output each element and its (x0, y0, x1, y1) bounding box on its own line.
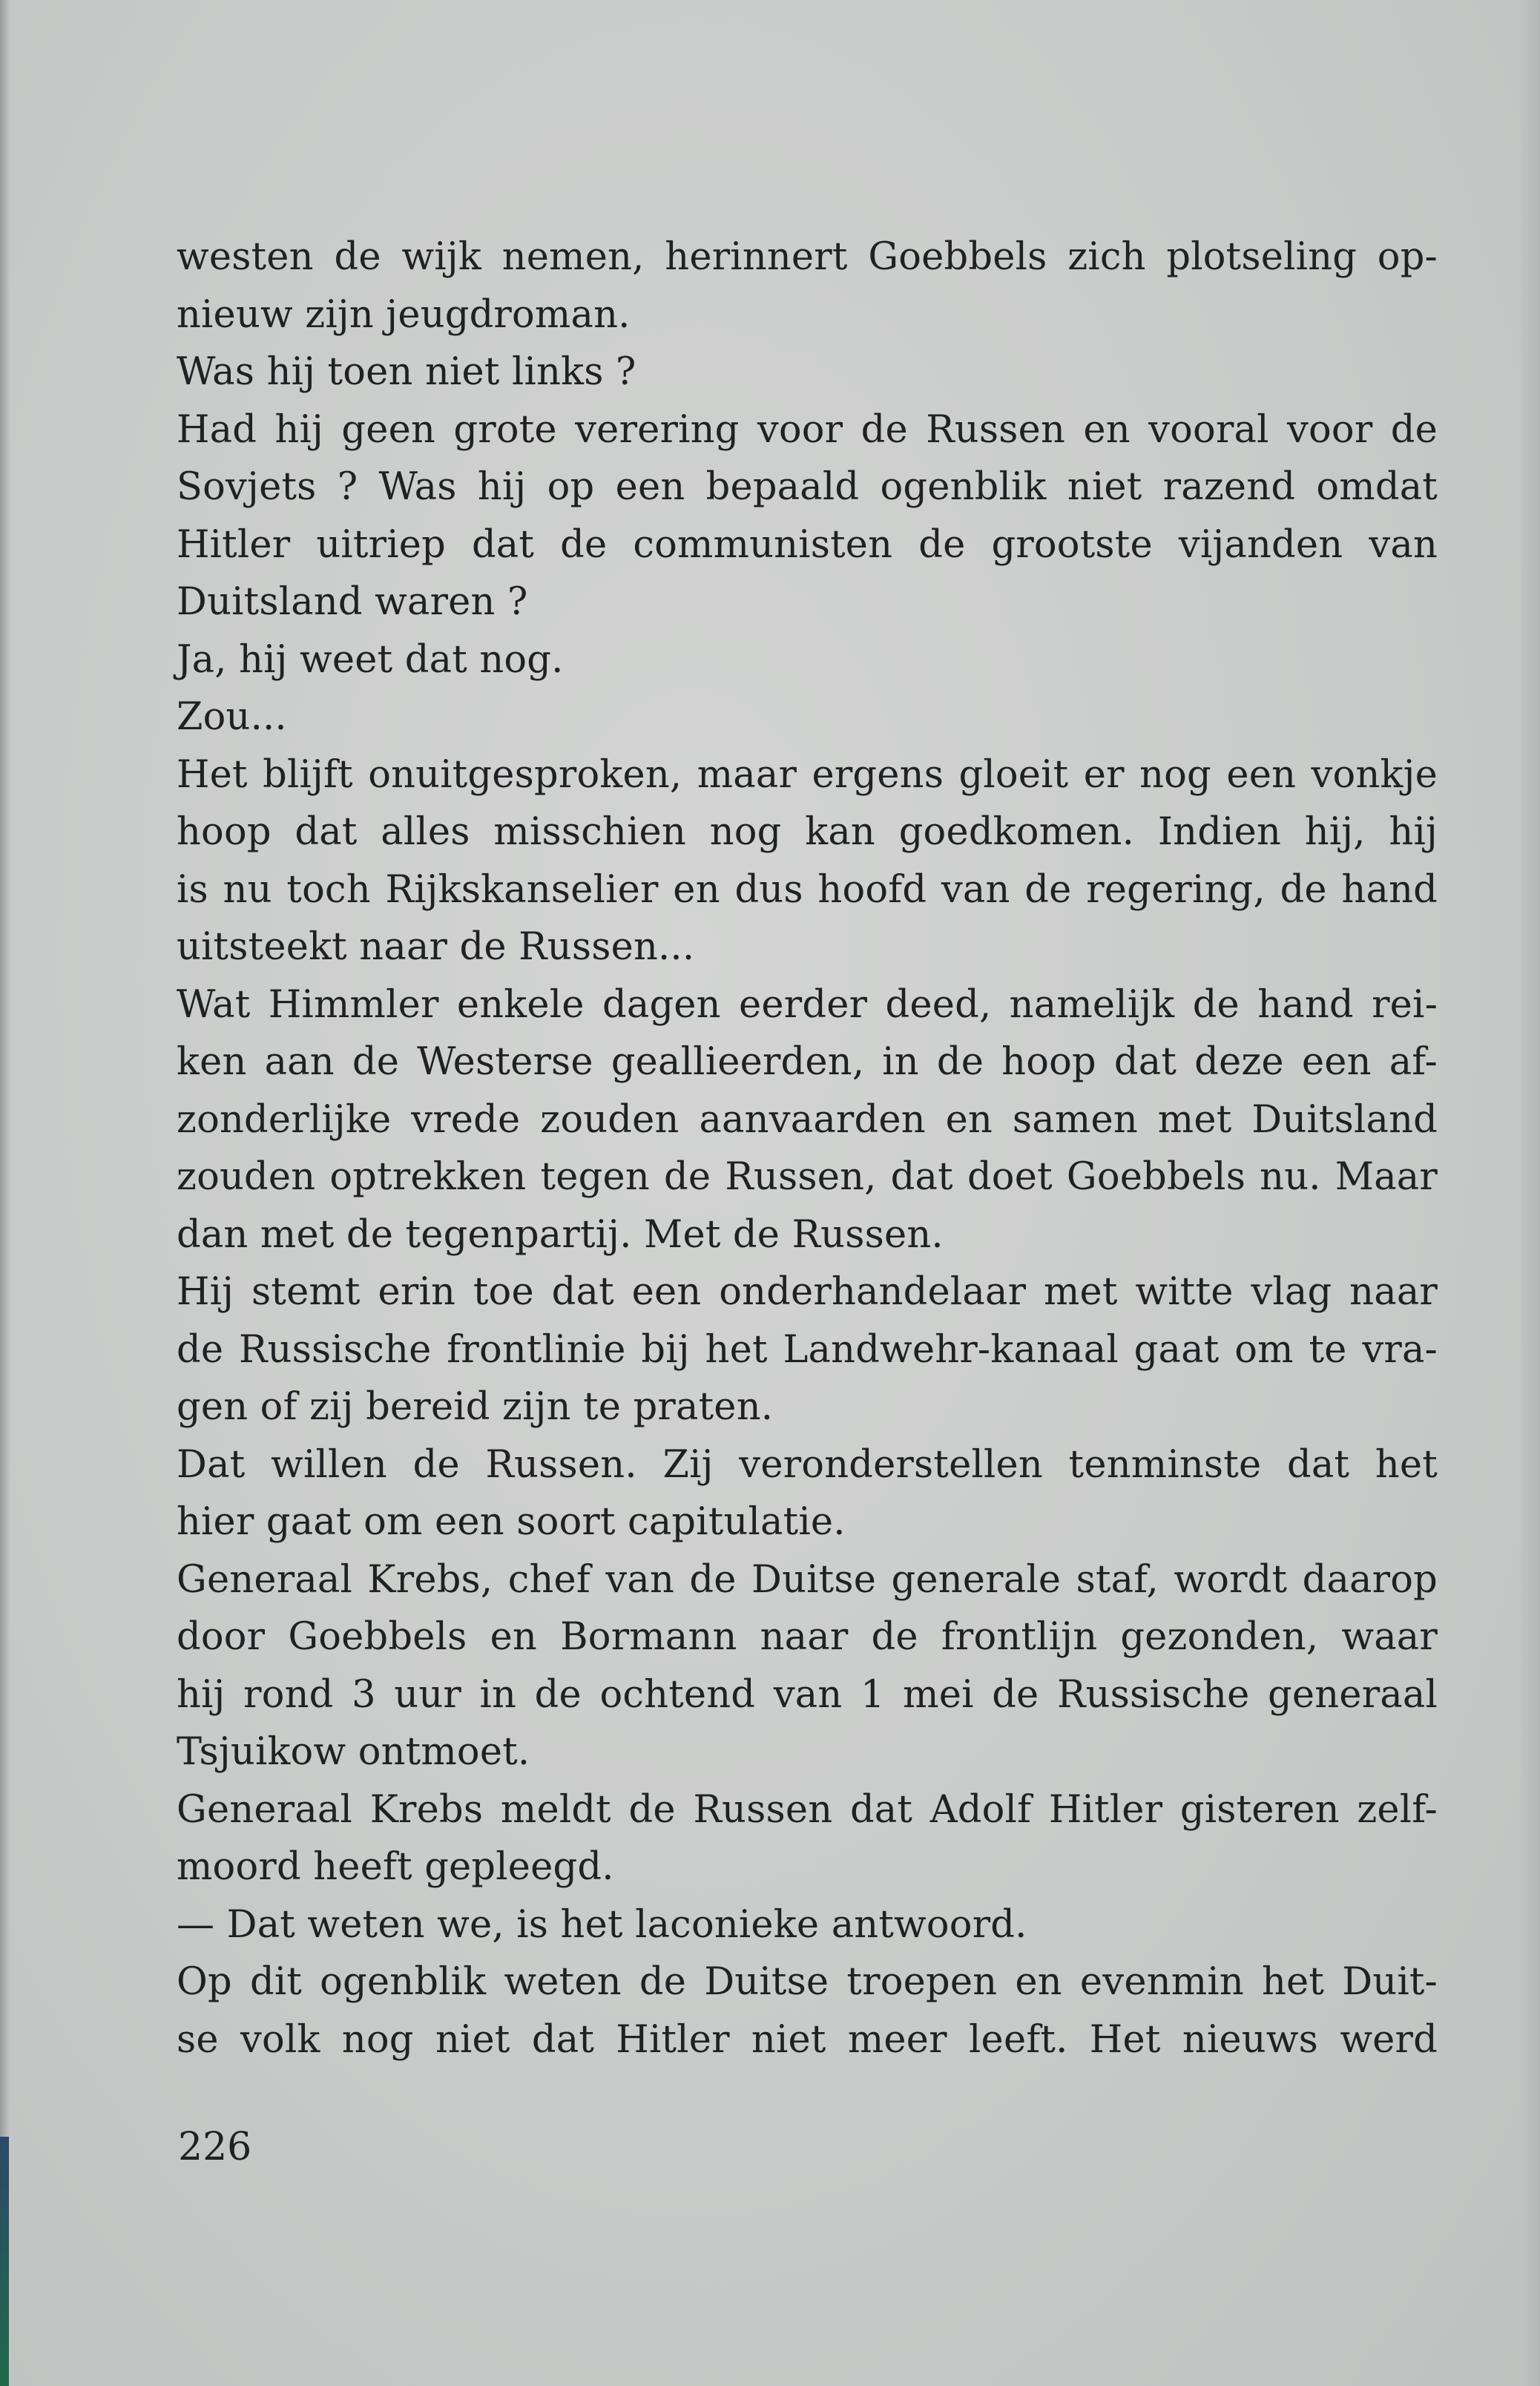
text-line: westen de wijk nemen, herinnert Goebbels zich plotseling op- (177, 235, 1438, 279)
text-line: nieuw zijn jeugdroman. (177, 292, 631, 337)
text-line: — Dat weten we, is het laconieke antwoord. (177, 1902, 1027, 1947)
text-line: Hij stemt erin toe dat een onderhandelaar met witte vlag naar (177, 1270, 1438, 1314)
text-line: Duitsland waren ? (177, 580, 528, 624)
text-line: hoop dat alles misschien nog kan goedkomen. Indien hij, hij (177, 810, 1438, 854)
text-line: gen of zij bereid zijn te praten. (177, 1385, 774, 1429)
text-line: Sovjets ? Was hij op een bepaald ogenblik niet razend omdat (177, 465, 1438, 509)
text-line: Generaal Krebs, chef van de Duitse generale staf, wordt daarop (177, 1557, 1438, 1602)
text-line: Generaal Krebs meldt de Russen dat Adolf Hitler gisteren zelf- (177, 1787, 1438, 1832)
text-line: uitsteekt naar de Russen... (177, 925, 695, 969)
text-line: Het blijft onuitgesproken, maar ergens gloeit er nog een vonkje (177, 752, 1438, 797)
text-line: dan met de tegenpartij. Met de Russen. (177, 1212, 944, 1257)
text-line: de Russische frontlinie bij het Landwehr-kanaal gaat om te vra- (177, 1327, 1438, 1372)
text-line: door Goebbels en Bormann naar de frontlijn gezonden, waar (177, 1615, 1438, 1659)
text-line: zouden optrekken tegen de Russen, dat doet Goebbels nu. Maar (177, 1155, 1438, 1199)
body-text (177, 229, 1438, 2068)
text-line: hier gaat om een soort capitulatie. (177, 1500, 846, 1544)
text-line: hij rond 3 uur in de ochtend van 1 mei de Russische generaal (177, 1672, 1438, 1717)
text-line: moord heeft gepleegd. (177, 1845, 614, 1889)
page-gutter-shadow (0, 0, 10, 2386)
text-line: zonderlijke vrede zouden aanvaarden en samen met Duitsland (177, 1097, 1438, 1142)
text-line: Op dit ogenblik weten de Duitse troepen en evenmin het Duit- (177, 1960, 1438, 2004)
book-cover-edge (0, 2137, 9, 2386)
text-line: Wat Himmler enkele dagen eerder deed, namelijk de hand rei- (177, 982, 1438, 1027)
text-line: ken aan de Westerse geallieerden, in de hoop dat deze een af- (177, 1040, 1438, 1084)
page-edge (1521, 0, 1540, 2386)
text-line: Was hij toen niet links ? (177, 350, 636, 394)
text-line: is nu toch Rijkskanselier en dus hoofd van de regering, de hand (177, 867, 1438, 912)
text-line: Ja, hij weet dat nog. (177, 637, 564, 682)
text-line: Had hij geen grote verering voor de Russen en vooral voor de (177, 407, 1438, 452)
text-line: Dat willen de Russen. Zij veronderstellen tenminste dat het (177, 1442, 1438, 1487)
text-line: se volk nog niet dat Hitler niet meer leeft. Het nieuws werd (177, 2017, 1438, 2062)
text-line: Hitler uitriep dat de communisten de grootste vijanden van (177, 522, 1438, 567)
text-line: Zou... (177, 695, 287, 739)
page-number: 226 (178, 2125, 252, 2169)
text-line: Tsjuikow ontmoet. (177, 1730, 530, 1774)
